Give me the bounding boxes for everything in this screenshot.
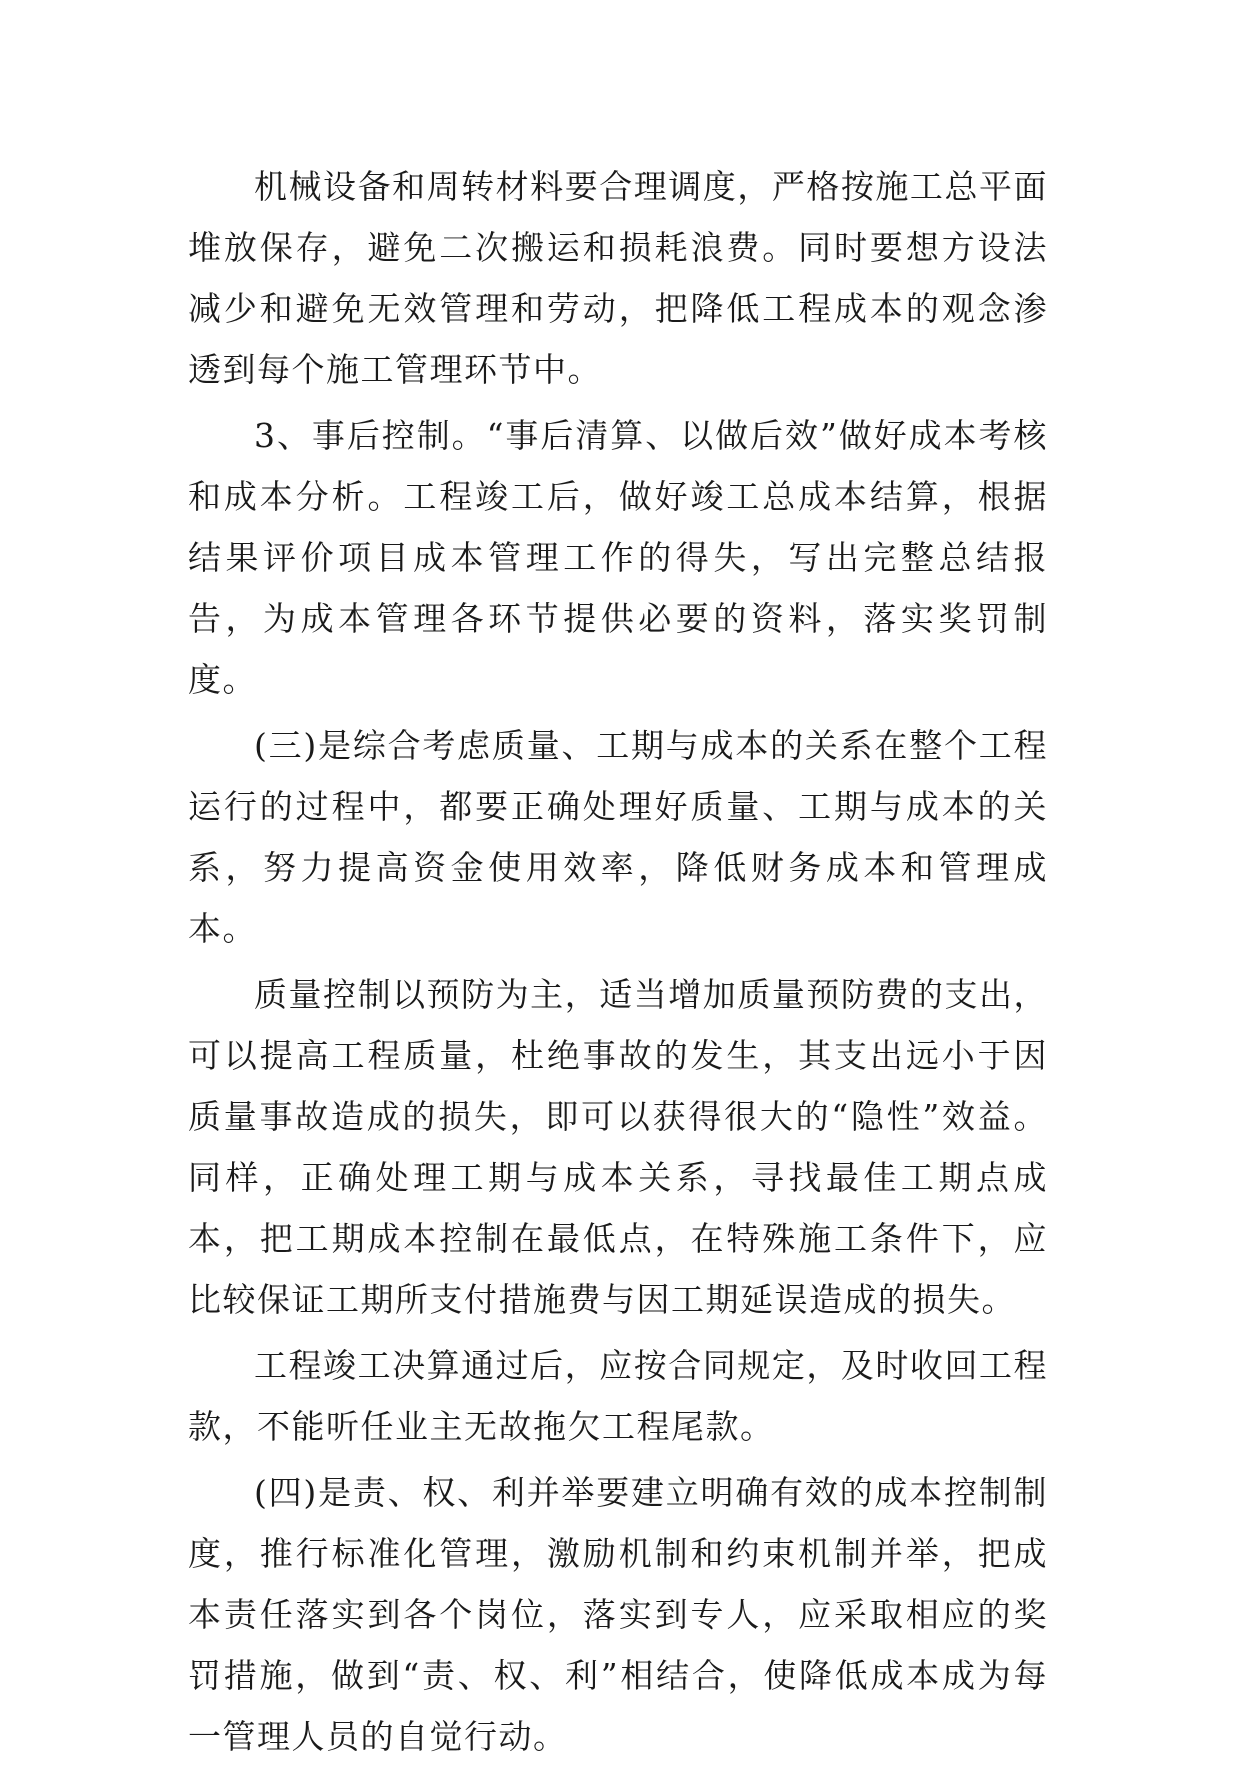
- paragraph-final-settlement: 工程竣工决算通过后，应按合同规定，及时收回工程款，不能听任业主无故拖欠工程尾款。: [188, 1346, 1048, 1446]
- paragraph-responsibility-rights-benefits: (四)是责、权、利并举要建立明确有效的成本控制制度，推行标准化管理，激励机制和约束机制并举，把成本责任落实到各个岗位，落实到专人，应采取相应的奖罚措施，做到“责、权、利”相结合，使降低成本成为每一管理人员的自觉行动。: [188, 1473, 1048, 1756]
- paragraph-quality-schedule-cost: (三)是综合考虑质量、工期与成本的关系在整个工程运行的过程中，都要正确处理好质量、工期与成本的关系，努力提高资金使用效率，降低财务成本和管理成本。: [188, 726, 1048, 948]
- paragraph-post-control: 3、事后控制。“事后清算、以做后效”做好成本考核和成本分析。工程竣工后，做好竣工总成本结算，根据结果评价项目成本管理工作的得失，写出完整总结报告，为成本管理各环节提供必要的资料，落实奖罚制度。: [188, 416, 1048, 699]
- document-body: [188, 156, 1048, 1772]
- paragraph-quality-control: 质量控制以预防为主，适当增加质量预防费的支出，可以提高工程质量，杜绝事故的发生，其支出远小于因质量事故造成的损失，即可以获得很大的“隐性”效益。同样，正确处理工期与成本关系，寻找最佳工期点成本，把工期成本控制在最低点，在特殊施工条件下，应比较保证工期所支付措施费与因工期延误造成的损失。: [188, 975, 1048, 1319]
- paragraph-equipment-scheduling: 机械设备和周转材料要合理调度，严格按施工总平面堆放保存，避免二次搬运和损耗浪费。同时要想方设法减少和避免无效管理和劳动，把降低工程成本的观念渗透到每个施工管理环节中。: [188, 167, 1048, 389]
